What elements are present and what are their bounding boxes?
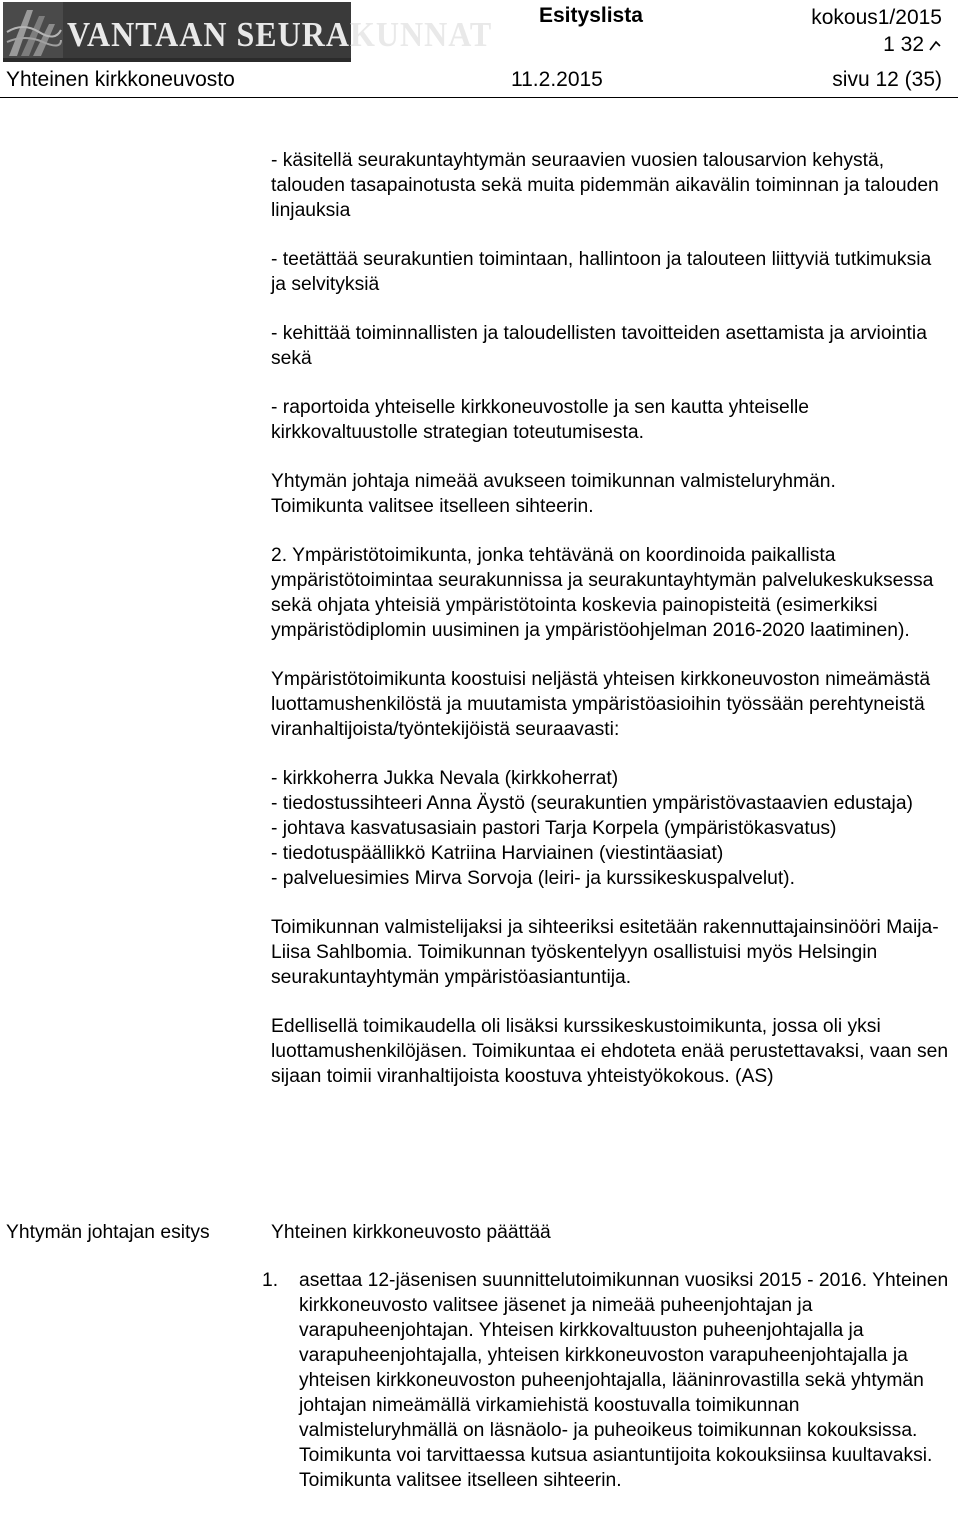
list-item: - kirkkoherra Jukka Nevala (kirkkoherrat) xyxy=(271,768,619,789)
list-item: - tiedostussihteeri Anna Äystö (seurakuntien ympäristövastaavien edustaja) xyxy=(271,793,913,814)
paragraph: Edellisellä toimikaudella oli lisäksi kurssikeskustoimikunta, jossa oli yksi luottamushenkilöjäsen. Toimikuntaa ei ehdoteta enää perustettavaksi, vaan sen sijaan toimii viranhaltijoista koostuva yhteistyökokous. (AS) xyxy=(271,1016,949,1087)
decision-list xyxy=(262,1268,952,1493)
proposal-label: Yhtymän johtajan esitys xyxy=(6,1222,210,1243)
meeting-number: kokous1/2015 xyxy=(811,6,942,29)
document-body xyxy=(271,148,951,1089)
paragraph: Yhtymän johtaja nimeää avukseen toimikunnan valmisteluryhmän. xyxy=(271,471,836,492)
paragraph: - käsitellä seurakuntayhtymän seuraavien vuosien talousarvion kehystä, talouden tasapainotusta sekä muita pidemmän aikavälin toiminnan ja talouden linjauksia xyxy=(271,150,939,221)
paragraph: - teetättää seurakuntien toimintaan, hallintoon ja talouteen liittyviä tutkimuksia ja selvityksiä xyxy=(271,249,932,295)
list-item: - johtava kasvatusasiain pastori Tarja Korpela (ympäristökasvatus) xyxy=(271,818,837,839)
list-item: - tiedotuspäällikkö Katriina Harviainen (viestintäasiat) xyxy=(271,843,724,864)
decision-heading: Yhteinen kirkkoneuvosto päättää xyxy=(271,1222,551,1243)
document-type: Esityslista xyxy=(539,4,643,27)
paragraph: Ympäristötoimikunta koostuisi neljästä yhteisen kirkkoneuvoston nimeämästä luottamushenkilöstä ja muutamista ympäristöasioihin työssään perehtyneistä viranhaltijoista/työntekijöistä seuraavasti: xyxy=(271,669,931,740)
meeting-section-range: 1 32 xyxy=(811,31,942,58)
meeting-reference xyxy=(811,4,942,58)
page-header xyxy=(0,0,960,100)
decision-item-text: asettaa 12-jäsenisen suunnittelutoimikunnan vuosiksi 2015 - 2016. Yhteinen kirkkoneuvosto valitsee jäsenet ja nimeää puheenjohtajan ja varapuheenjohtajan. Yhteisen kirkkovaltuuston puheenjohtajalla ja varapuheenjohtajalla, yhteisen kirkkoneuvoston varapuheenjohtajalla ja yhteisen kirkkoneuvoston puheenjohtajalla, lääninrovastilla sekä yhtymän johtajan nimeämällä virkamiehistä koostuvalla toimikunnan valmisteluryhmällä on läsnäolo- ja puheoikeus toimikunnan kokouksissa. Toimikunta voi tarvittaessa kutsua asiantuntijoita kokouksiinsa kuultavaksi. Toimikunta valitsee itselleen sihteerin. xyxy=(299,1270,949,1491)
paragraph: - kehittää toiminnallisten ja taloudellisten tavoitteiden asettamista ja arviointia sekä xyxy=(271,323,927,369)
decision-item xyxy=(262,1268,952,1493)
paragraph: Toimikunta valitsee itselleen sihteerin. xyxy=(271,496,594,517)
paragraph: Toimikunnan valmistelijaksi ja sihteeriksi esitetään rakennuttajainsinööri Maija-Liisa Sahlbomia. Toimikunnan työskentelyyn osallistuisi myös Helsingin seurakuntayhtymän ympäristöasiantuntija. xyxy=(271,917,939,988)
header-divider xyxy=(0,97,958,98)
organization-name: Yhteinen kirkkoneuvosto xyxy=(6,68,235,91)
page-number: sivu 12 (35) xyxy=(832,68,942,91)
paragraph: 2. Ympäristötoimikunta, jonka tehtävänä on koordinoida paikallista ympäristötoimintaa seurakunnissa ja seurakuntayhtymän palvelukeskuksessa sekä ohjata yhteisiä ympäristötointa koskevia painopisteitä (esimerkiksi ympäristödiplomin uusiminen ja ympäristöohjelman 2016-2020 laatiminen). xyxy=(271,545,934,641)
logo-wordmark: VANTAAN SEURAKUNNAT xyxy=(67,14,493,54)
meeting-date: 11.2.2015 xyxy=(511,68,603,91)
decision-item-number: 1. xyxy=(262,1270,279,1291)
paragraph: - raportoida yhteiselle kirkkoneuvostolle ja sen kautta yhteiselle kirkkovaltuustolle strategian toteutumisesta. xyxy=(271,397,810,443)
list-item: - palveluesimies Mirva Sorvoja (leiri- ja kurssikeskuspalvelut). xyxy=(271,868,795,889)
caret-icon xyxy=(928,38,942,52)
organization-logo xyxy=(3,2,493,62)
